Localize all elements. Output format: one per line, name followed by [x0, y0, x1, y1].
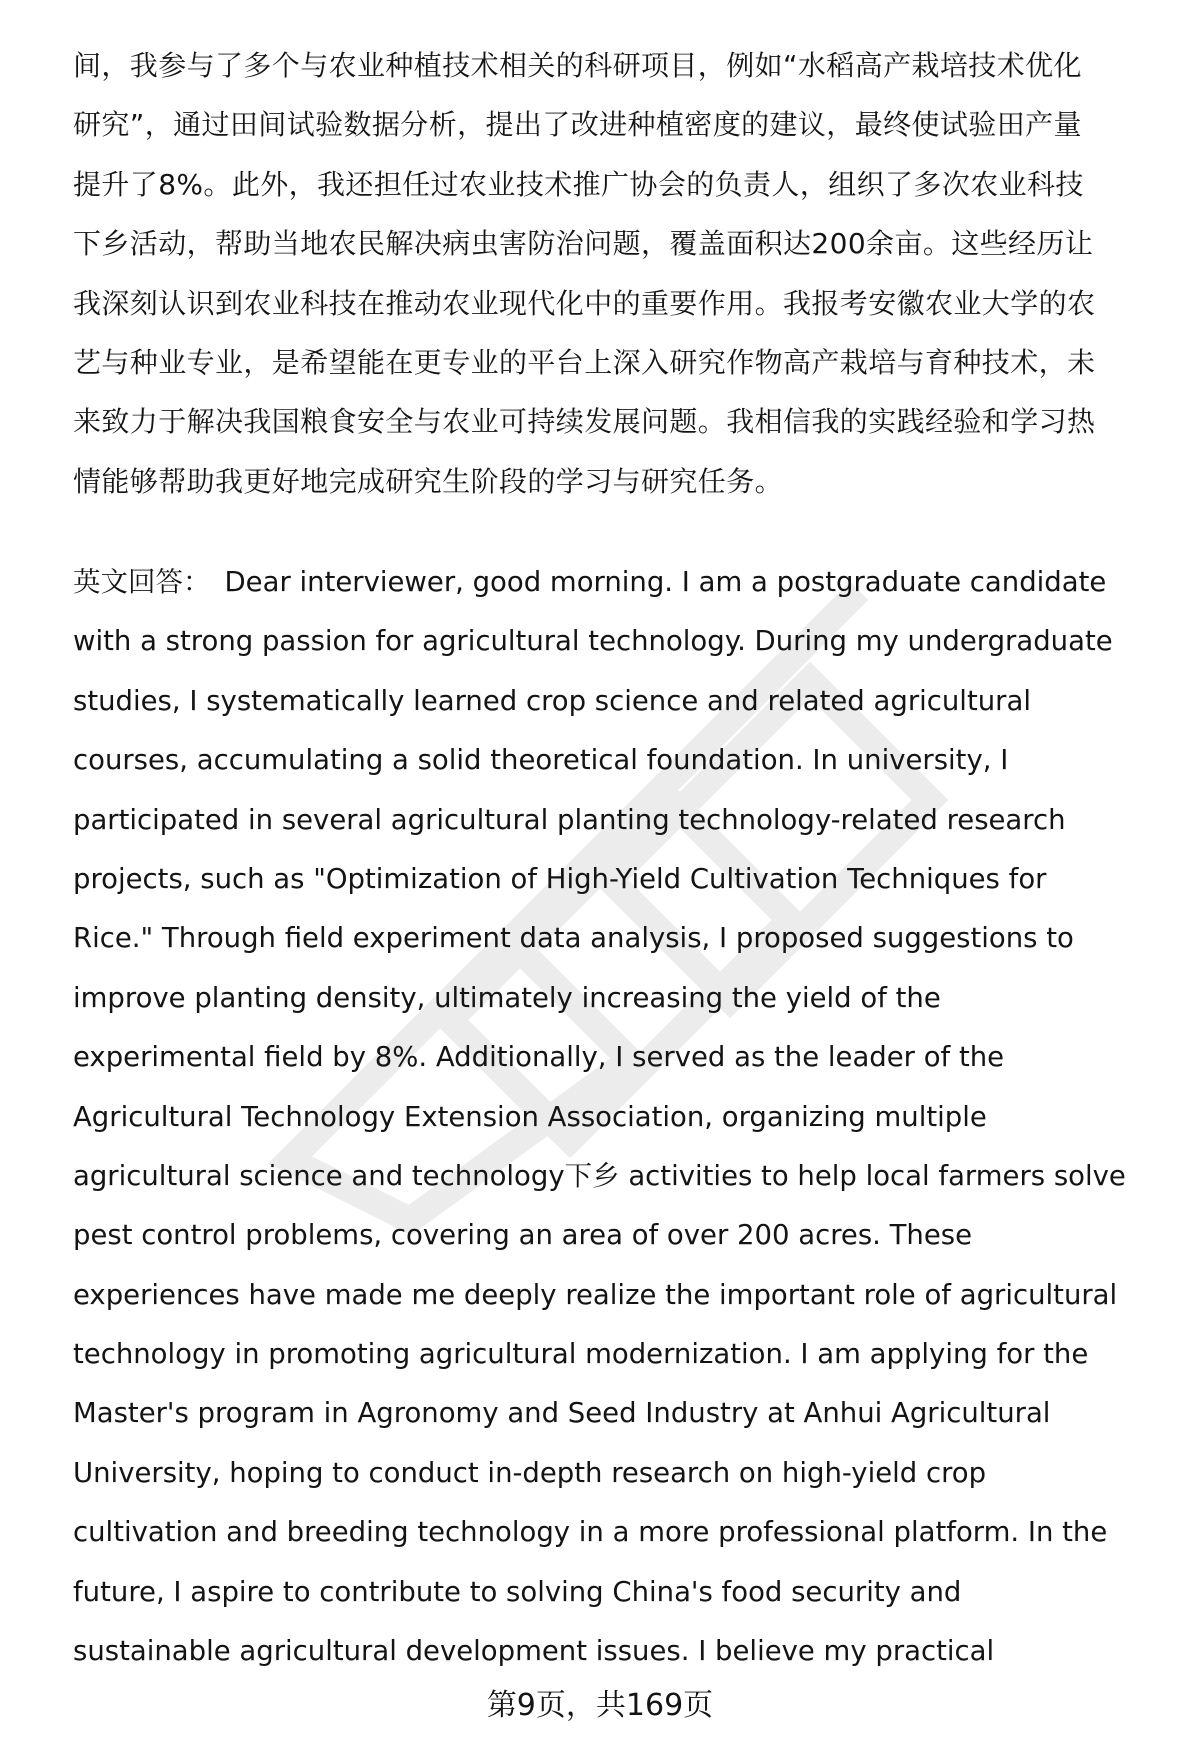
paragraph-line: technology in promoting agricultural modernization. I am applying for the	[73, 1338, 1089, 1371]
paragraph-line: courses, accumulating a solid theoretical foundation. In university, I	[73, 744, 1009, 777]
paragraph-line: Rice." Through field experiment data analysis, I proposed suggestions to	[73, 922, 1074, 955]
paragraph-line: improve planting density, ultimately increasing the yield of the	[73, 981, 941, 1014]
paragraph-line: studies, I systematically learned crop science and related agricultural	[73, 684, 1031, 717]
paragraph-line: agricultural science and technology下乡 activities to help local farmers solve	[73, 1159, 1126, 1192]
english-answer-label: 英文回答：	[73, 566, 211, 598]
paragraph-line: 间，我参与了多个与农业种植技术相关的科研项目，例如“水稻高产栽培技术优化	[73, 49, 1082, 82]
paragraph-line: 来致力于解决我国粮食安全与农业可持续发展问题。我相信我的实践经验和学习热	[73, 405, 1096, 439]
paragraph-line: Agricultural Technology Extension Association, organizing multiple	[73, 1100, 987, 1133]
paragraph-line: future, I aspire to contribute to solving China's food security and	[73, 1575, 962, 1608]
paragraph-line: Master's program in Agronomy and Seed Industry at Anhui Agricultural	[73, 1397, 1051, 1430]
paragraph-line: experiences have made me deeply realize the important role of agricultural	[73, 1278, 1118, 1311]
chinese-answer-paragraph	[73, 36, 1153, 511]
page-number-footer: 第9页，共169页	[486, 1688, 714, 1723]
paragraph-line: with a strong passion for agricultural technology. During my undergraduate	[73, 625, 1113, 658]
paragraph-line-text: Dear interviewer, good morning. I am a postgraduate candidate	[224, 566, 1107, 598]
paragraph-line: University, hoping to conduct in-depth research on high-yield crop	[73, 1456, 987, 1489]
paragraph-line: cultivation and breeding technology in a more professional platform. In the	[73, 1516, 1108, 1549]
paragraph-line: 提升了8%。此外，我还担任过农业技术推广协会的负责人，组织了多次农业科技	[73, 167, 1084, 201]
paragraph-line: 艺与种业专业，是希望能在更专业的平台上深入研究作物高产栽培与育种技术，未	[73, 345, 1096, 379]
paragraph-line: 我深刻认识到农业科技在推动农业现代化中的重要作用。我报考安徽农业大学的农	[73, 286, 1096, 320]
paragraph-line: sustainable agricultural development issues. I believe my practical	[73, 1635, 995, 1668]
paragraph-line: participated in several agricultural planting technology-related research	[73, 803, 1066, 836]
paragraph-line: experimental field by 8%. Additionally, I served as the leader of the	[73, 1041, 1005, 1074]
paragraph-line: 情能够帮助我更好地完成研究生阶段的学习与研究任务。	[73, 464, 784, 498]
english-answer-paragraph	[73, 553, 1153, 1681]
paragraph-line: 下乡活动，帮助当地农民解决病虫害防治问题，覆盖面积达200余亩。这些经历让	[73, 227, 1094, 261]
paragraph-line: projects, such as "Optimization of High-Yield Cultivation Techniques for	[73, 862, 1047, 895]
paragraph-line: 研究”，通过田间试验数据分析，提出了改进种植密度的建议，最终使试验田产量	[73, 108, 1082, 142]
paragraph-line-first	[73, 553, 1153, 612]
paragraph-line: pest control problems, covering an area of over 200 acres. These	[73, 1219, 973, 1252]
